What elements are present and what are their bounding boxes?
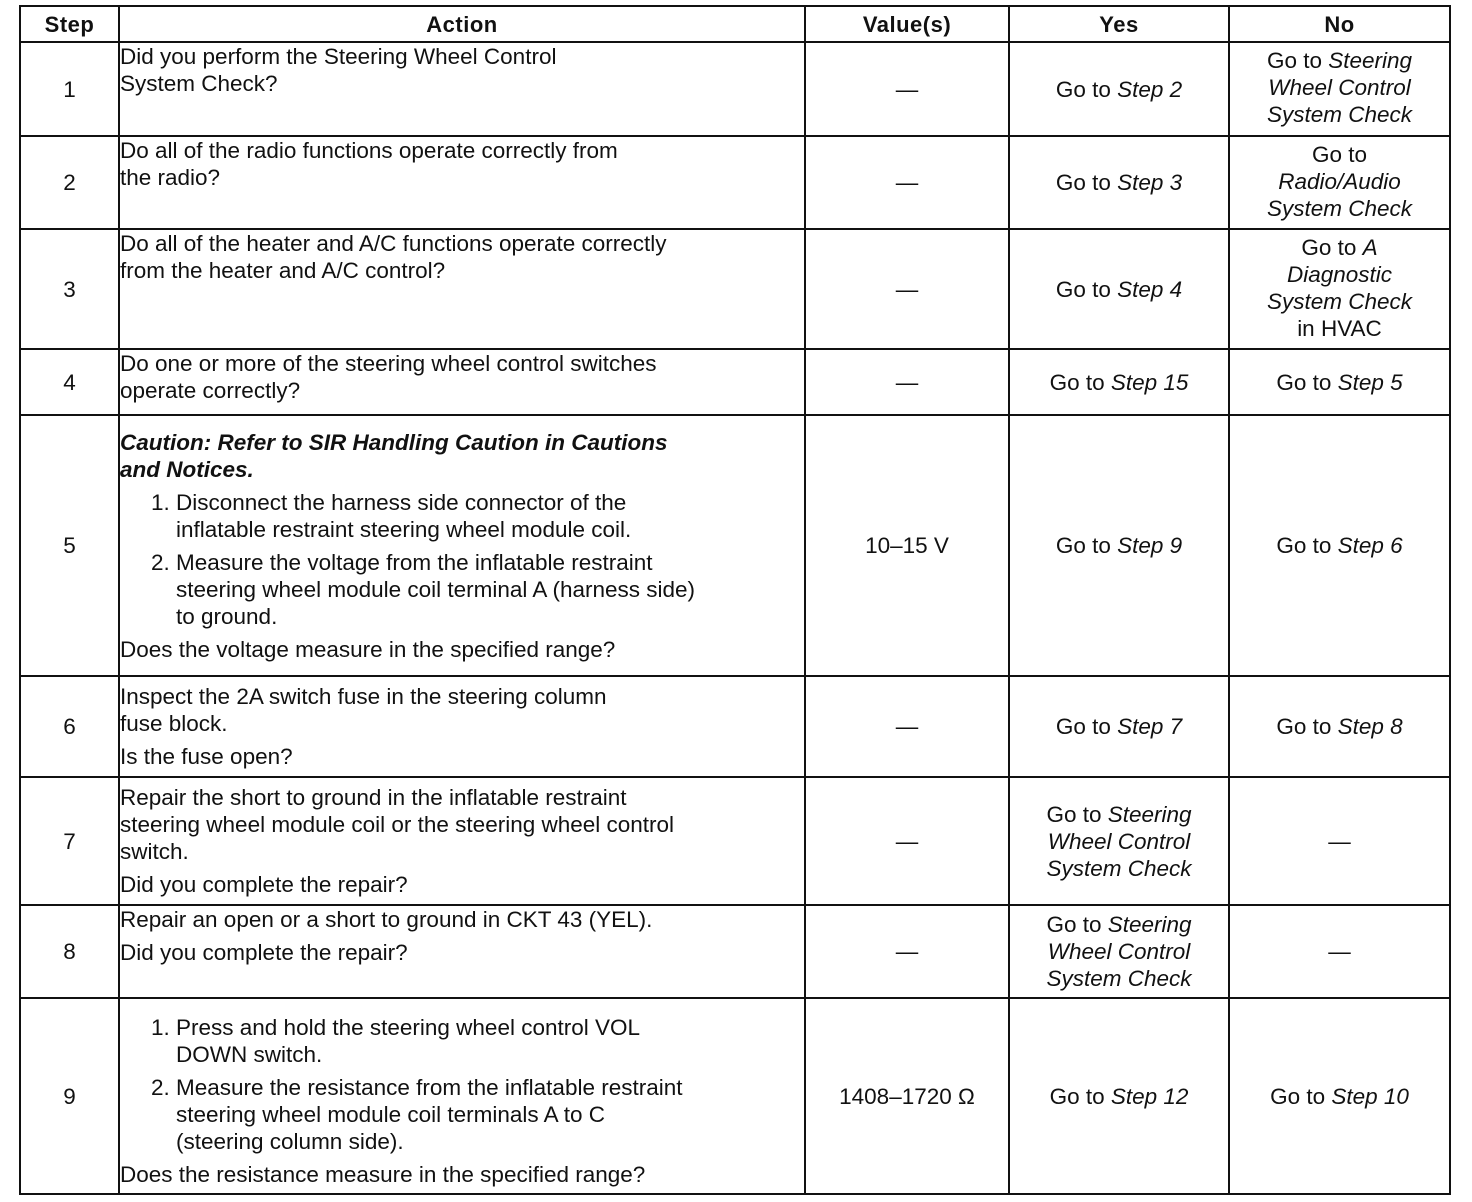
action-text: Do all of the heater and A/C functions operate correctly from the heater and A/C control? bbox=[120, 231, 667, 283]
step-number: 8 bbox=[20, 905, 119, 998]
action-cell bbox=[119, 998, 805, 1194]
step-number: 5 bbox=[20, 415, 119, 676]
step-link[interactable]: Step 5 bbox=[1337, 369, 1403, 395]
step-link[interactable]: Step 6 bbox=[1337, 533, 1403, 558]
step-link[interactable]: Step 12 bbox=[1110, 1083, 1189, 1109]
step-link[interactable]: Step 9 bbox=[1117, 533, 1183, 558]
no-cell: Go to Step 8 bbox=[1229, 676, 1450, 777]
yes-cell: Go to Step 15 bbox=[1009, 349, 1229, 415]
procedure-link[interactable]: Steering Wheel Control System Check bbox=[1266, 48, 1413, 127]
header-row bbox=[20, 6, 1450, 42]
list-item: 1. Disconnect the harness side connector of the inflatable restraint steering wheel module coil. bbox=[176, 489, 804, 543]
step-link[interactable]: Step 8 bbox=[1337, 714, 1403, 739]
action-cell bbox=[119, 415, 805, 676]
value-cell: — bbox=[805, 777, 1009, 905]
value-cell: — bbox=[805, 42, 1009, 136]
step-link[interactable]: Step 4 bbox=[1117, 276, 1183, 302]
action-text: Repair an open or a short to ground in CKT 43 (YEL). bbox=[120, 907, 653, 932]
action-cell bbox=[119, 229, 805, 349]
yes-cell: Go to Step 2 bbox=[1009, 42, 1229, 136]
procedure-list bbox=[120, 489, 804, 630]
procedure-list bbox=[120, 1014, 804, 1155]
table-row bbox=[20, 676, 1450, 777]
value-cell: — bbox=[805, 229, 1009, 349]
action-cell bbox=[119, 905, 805, 998]
action-cell bbox=[119, 676, 805, 777]
no-cell: — bbox=[1229, 905, 1450, 998]
no-cell: Go to A Diagnostic System Check in HVAC bbox=[1229, 229, 1450, 349]
value-cell: 10–15 V bbox=[805, 415, 1009, 676]
procedure-link[interactable]: Radio/Audio System Check bbox=[1266, 169, 1413, 221]
header-values: Value(s) bbox=[805, 6, 1009, 42]
value-cell: — bbox=[805, 349, 1009, 415]
action-text: Do all of the radio functions operate correctly from the radio? bbox=[120, 138, 618, 190]
question-text: Did you complete the repair? bbox=[120, 872, 408, 897]
no-cell: Go to Step 6 bbox=[1229, 415, 1450, 676]
table-row bbox=[20, 42, 1450, 136]
list-item: 2. Measure the resistance from the inflatable restraint steering wheel module coil terminals A to C (steering column side). bbox=[176, 1074, 804, 1155]
table-row bbox=[20, 998, 1450, 1194]
procedure-link[interactable]: Steering Wheel Control System Check bbox=[1046, 912, 1192, 991]
question-text: Did you complete the repair? bbox=[120, 940, 408, 965]
question-text: Does the resistance measure in the specified range? bbox=[120, 1162, 646, 1187]
header-step: Step bbox=[20, 6, 119, 42]
procedure-link[interactable]: Steering Wheel Control System Check bbox=[1046, 801, 1192, 881]
yes-cell: Go to Step 7 bbox=[1009, 676, 1229, 777]
no-cell: Go to Step 5 bbox=[1229, 349, 1450, 415]
value-cell: — bbox=[805, 136, 1009, 229]
value-cell: — bbox=[805, 676, 1009, 777]
no-cell: Go to Radio/Audio System Check bbox=[1229, 136, 1450, 229]
step-link[interactable]: Step 15 bbox=[1110, 369, 1189, 395]
action-cell bbox=[119, 136, 805, 229]
question-text: Is the fuse open? bbox=[120, 744, 293, 769]
table-row bbox=[20, 349, 1450, 415]
no-cell: Go to Steering Wheel Control System Check bbox=[1229, 42, 1450, 136]
step-number: 4 bbox=[20, 349, 119, 415]
no-cell: Go to Step 10 bbox=[1229, 998, 1450, 1194]
table-row bbox=[20, 136, 1450, 229]
header-yes: Yes bbox=[1009, 6, 1229, 42]
header-action: Action bbox=[119, 6, 805, 42]
value-cell: — bbox=[805, 905, 1009, 998]
value-cell: 1408–1720 Ω bbox=[805, 998, 1009, 1194]
action-cell bbox=[119, 777, 805, 905]
procedure-link[interactable]: A Diagnostic System Check bbox=[1266, 235, 1413, 314]
yes-cell: Go to Steering Wheel Control System Check bbox=[1009, 777, 1229, 905]
table-row bbox=[20, 905, 1450, 998]
question-text: Does the voltage measure in the specified range? bbox=[120, 636, 616, 662]
action-text: Do one or more of the steering wheel control switches operate correctly? bbox=[120, 351, 657, 403]
table-row bbox=[20, 415, 1450, 676]
yes-cell: Go to Step 9 bbox=[1009, 415, 1229, 676]
step-number: 1 bbox=[20, 42, 119, 136]
yes-cell: Go to Steering Wheel Control System Check bbox=[1009, 905, 1229, 998]
yes-cell: Go to Step 3 bbox=[1009, 136, 1229, 229]
yes-cell: Go to Step 12 bbox=[1009, 998, 1229, 1194]
step-number: 2 bbox=[20, 136, 119, 229]
yes-cell: Go to Step 4 bbox=[1009, 229, 1229, 349]
diagnostic-table bbox=[19, 5, 1451, 1195]
table-row bbox=[20, 777, 1450, 905]
list-item: 2. Measure the voltage from the inflatable restraint steering wheel module coil terminal A (harness side) to ground. bbox=[176, 549, 804, 630]
action-text: Did you perform the Steering Wheel Control System Check? bbox=[120, 44, 557, 96]
step-link[interactable]: Step 2 bbox=[1117, 76, 1183, 102]
action-text: Repair the short to ground in the inflatable restraint steering wheel module coil or the steering wheel control switch. bbox=[120, 785, 675, 864]
step-link[interactable]: Step 10 bbox=[1331, 1083, 1409, 1109]
step-number: 9 bbox=[20, 998, 119, 1194]
step-number: 6 bbox=[20, 676, 119, 777]
action-text: Inspect the 2A switch fuse in the steering column fuse block. bbox=[120, 684, 607, 736]
no-cell: — bbox=[1229, 777, 1450, 905]
table-row bbox=[20, 229, 1450, 349]
caution-text: Caution: Refer to SIR Handling Caution in Cautions and Notices. bbox=[120, 429, 668, 482]
step-link[interactable]: Step 7 bbox=[1117, 714, 1183, 739]
step-number: 7 bbox=[20, 777, 119, 905]
step-number: 3 bbox=[20, 229, 119, 349]
list-item: 1. Press and hold the steering wheel control VOL DOWN switch. bbox=[176, 1014, 804, 1068]
action-cell bbox=[119, 349, 805, 415]
action-cell bbox=[119, 42, 805, 136]
header-no: No bbox=[1229, 6, 1450, 42]
step-link[interactable]: Step 3 bbox=[1117, 170, 1183, 195]
